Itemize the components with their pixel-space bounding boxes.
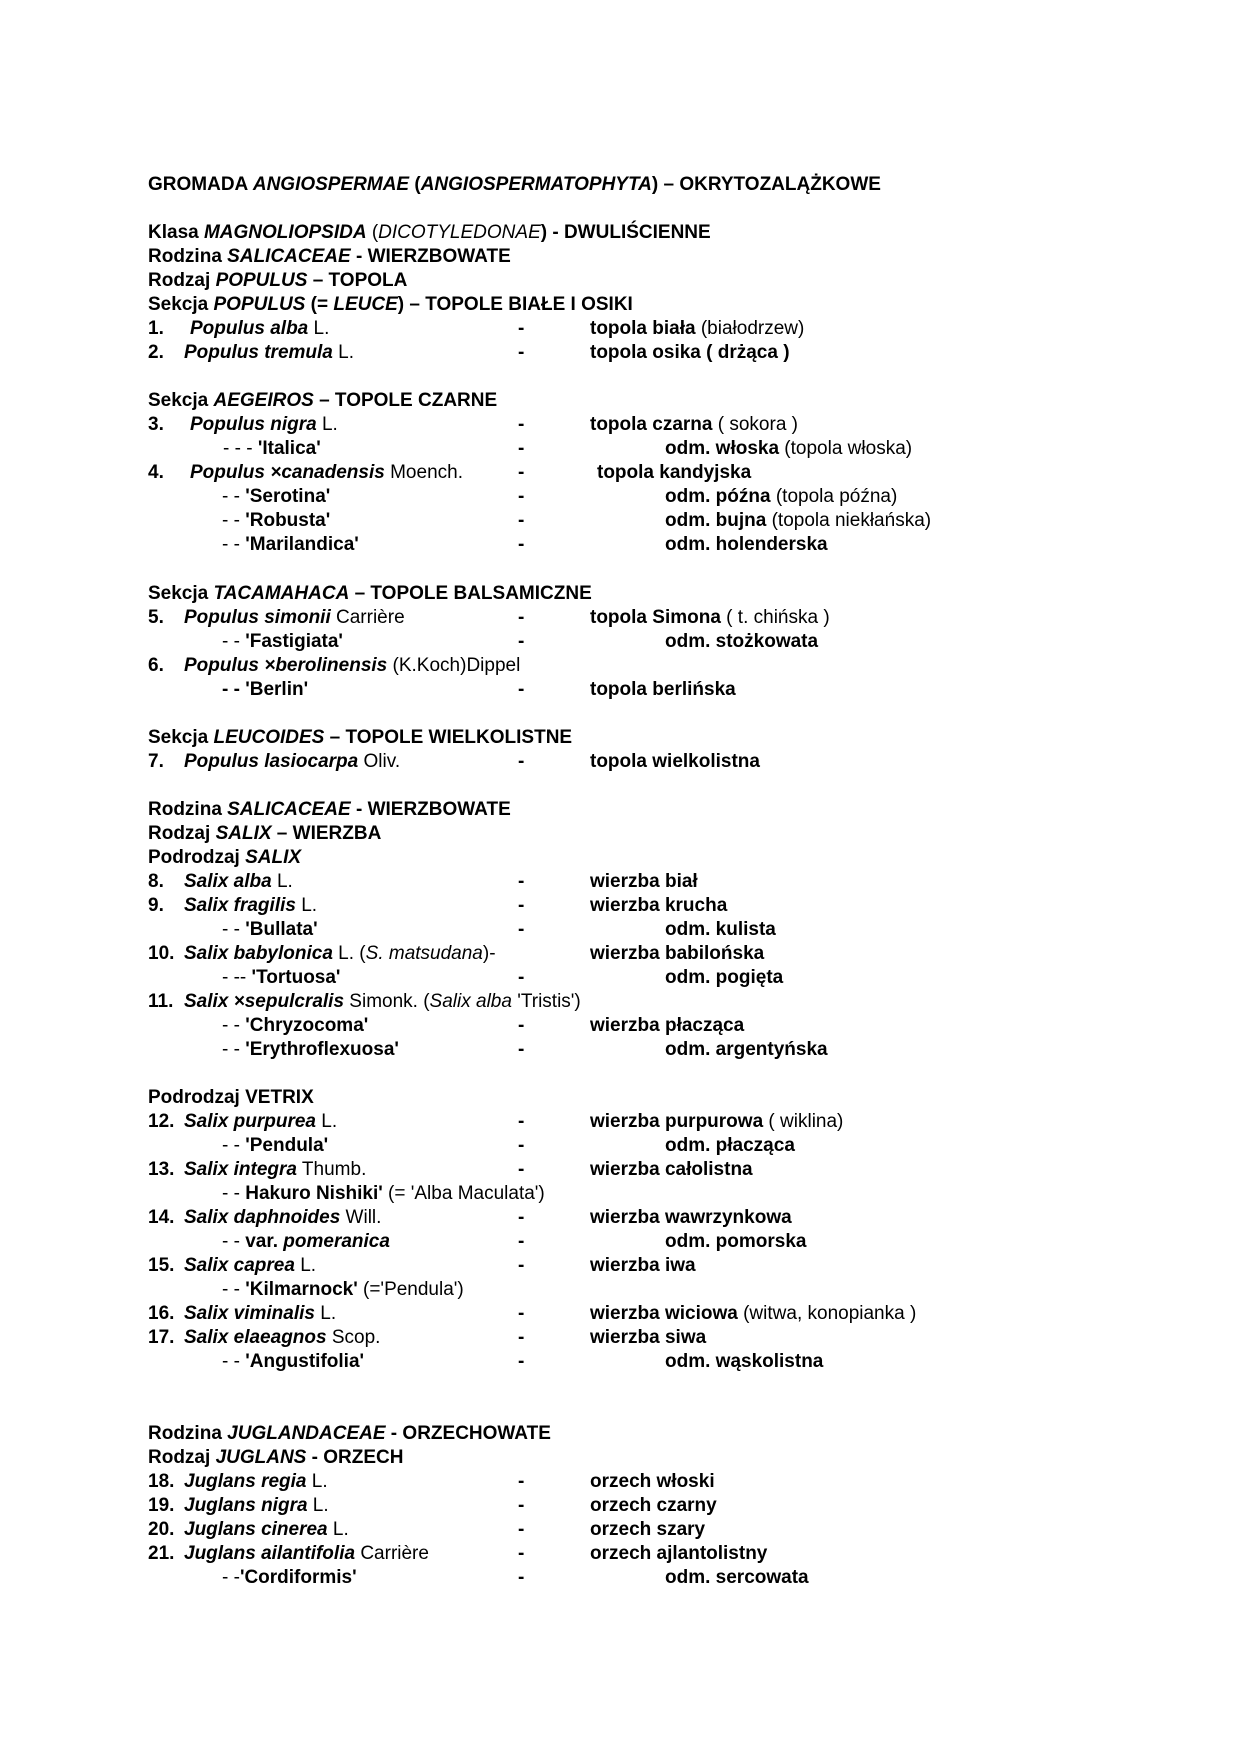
document-page: GROMADA ANGIOSPERMAE (ANGIOSPERMATOPHYTA) – OKRYTOZALĄŻKOWE Klasa MAGNOLIOPSIDA (DICOTYLEDONAE) - DWULIŚCIENNE Rodzina SALICACEAE - WIERZBOWATE Rodzaj POPULUS – TOPOLA Sekcja POPULUS (= LEUCE) – TOPOLE BIAŁE I OSIKI 1. Populus alba L. - topola biała (białodrzew) 2. Populus tremula L. - topola osika ( drżąca ) Sekcja AEGEIROS – TOPOLE CZARNE 3. Populus nigra L. - topola czarna ( sokora ) - - - 'Italica' - odm. włoska (topola włoska) 4. Populus ×canadensis Moench. - topola kandyjska - - 'Serotina' - odm. późna (topola późna) - - 'Robusta' - odm. bujna (topola niekłańska) - - 'Marilandica' - odm. holenderska Sekcja TACAMAHACA – TOPOLE BALSAMICZNE 5. Populus simonii Carrière - topola Simona ( t. chińska ) - - 'Fastigiata' - odm. stożkowata 6. Populus ×berolinensis (K.Koch)Dippel - - 'Berlin' - topola berlińska Sekcja LEUCOIDES – TOPOLE WIELKOLISTNE 7. Populus lasiocarpa Oliv. - topola wielkolistna Rodzina SALICACEAE - WIERZBOWATE Rodzaj SALIX – WIERZBA Podrodzaj SALIX 8. Salix alba L. - wierzba biał 9. Salix fragilis L. - wierzba krucha - - 'Bullata' - odm. kulista 10. Salix babylonica L. (S. matsudana)- wierzba babilońska - -- 'Tortuosa' - odm. pogięta 11. Salix ×sepulcralis Simonk. (Salix alba 'Tristis') - - 'Chryzocoma' - wierzba płacząca - - 'Erythroflexuosa' - odm. argentyńska Podrodzaj VETRIX 12. Salix purpurea L. - wierzba purpurowa ( wiklina) - - 'Pendula' - odm. płacząca 13. Salix integra Thumb. - wierzba całolistna - - Hakuro Nishiki' (= 'Alba Maculata') 14. Salix daphnoides Will. - wierzba wawrzynkowa - - var. pomeranica - odm. pomorska 15. Salix caprea L. - wierzba iwa - - 'Kilmarnock' (='Pendula') 16. Salix viminalis L. - wierzba wiciowa (witwa, konopianka ) 17. Salix elaeagnos Scop. - wierzba siwa - - 'Angustifolia' - odm. wąskolistna Rodzina JUGLANDACEAE - ORZECHOWATE Rodzaj JUGLANS - ORZECH 18. Juglans regia L. - orzech włoski 19. Juglans nigra L. - orzech czarny 20. Juglans cinerea L. - orzech szary 21. Juglans ailantifolia Carrière - orzech ajlantolistny - -'Cordiformis' - odm. sercowata	[148, 174, 932, 1588]
